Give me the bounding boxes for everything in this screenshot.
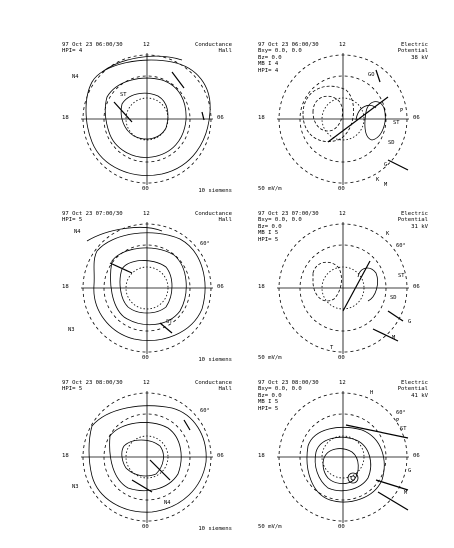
model-index: MB I 4	[258, 61, 279, 68]
mlt-label-top: 12	[143, 211, 150, 217]
panel-quantity-type: Hall	[218, 217, 232, 224]
panel-hpi: HPI= 5	[258, 236, 279, 243]
station-label: H	[370, 390, 374, 396]
station-label: N4	[74, 229, 81, 235]
potential-contour-dusk	[313, 96, 343, 131]
potential-panel-0700	[258, 211, 428, 363]
potential-minimum-core	[351, 476, 355, 480]
conductance-panel-0800	[62, 380, 232, 532]
panel-title: 97 Oct 23 08:00/30	[258, 380, 319, 386]
potential-panel-0800	[258, 380, 428, 532]
station-label: ST	[120, 92, 127, 98]
mlt-label-right: 06	[217, 115, 224, 121]
scale-label: 10 siemens	[198, 526, 232, 532]
potential-contour-dusk-outer	[303, 86, 354, 141]
mlt-label-left: 18	[258, 284, 265, 290]
mlt-label-top: 12	[339, 380, 346, 386]
conductance-panel-0700	[62, 211, 232, 363]
mlt-label-top: 12	[339, 211, 346, 217]
imf-bz: Bz= 0.0	[258, 54, 282, 61]
latitude-label: 60°	[200, 241, 210, 247]
panel-quantity: Conductance	[194, 211, 232, 217]
station-label: N4	[72, 74, 79, 80]
station-label: P	[396, 418, 400, 424]
mlt-label-bottom: 00	[338, 524, 345, 530]
mlt-label-right: 06	[413, 115, 420, 121]
radar-beam-c	[388, 311, 403, 321]
mlt-label-left: 18	[62, 453, 69, 459]
radar-beam-a	[343, 261, 370, 311]
panel-quantity-type: Hall	[218, 48, 232, 55]
station-label: N4	[164, 500, 171, 506]
imf-bz: Bz= 0.0	[258, 392, 282, 399]
panel-hpi: HPI= 5	[258, 405, 279, 412]
mlt-label-top: 12	[143, 380, 150, 386]
panel-quantity: Conductance	[194, 380, 232, 386]
latitude-label: 60°	[200, 408, 210, 414]
latitude-label: 60°	[396, 243, 406, 249]
potential-minimum-marker	[348, 473, 358, 483]
station-label: G	[408, 468, 412, 474]
radar-beam-a	[328, 97, 388, 142]
polar-plot	[258, 380, 428, 532]
station-label: ST	[166, 319, 173, 325]
mlt-label-bottom: 00	[142, 524, 149, 530]
conductance-panel-0600	[62, 42, 232, 194]
model-index: MB I 5	[258, 399, 279, 406]
mlt-label-left: 18	[258, 115, 265, 121]
station-label: ST	[398, 273, 405, 279]
station-label: N3	[68, 327, 75, 333]
station-label: M	[384, 182, 388, 188]
mlt-label-right: 06	[217, 284, 224, 290]
station-label: G	[384, 162, 388, 168]
radar-beam-a	[150, 460, 170, 480]
station-label: P	[400, 108, 404, 114]
radar-beam-c	[184, 420, 190, 430]
radar-beam-b	[376, 480, 408, 490]
scale-label: 10 siemens	[198, 357, 232, 363]
panel-title: 97 Oct 23 08:00/30	[62, 380, 123, 386]
mlt-label-right: 06	[413, 453, 420, 459]
contour-middle	[110, 422, 182, 490]
mlt-label-right: 06	[217, 453, 224, 459]
latitude-label: 60°	[396, 410, 406, 416]
panel-hpi: HPI= 5	[62, 386, 83, 393]
contour-inner	[121, 93, 168, 139]
mlt-label-bottom: 00	[338, 186, 345, 192]
panel-quantity: Electric	[401, 380, 428, 386]
panel-hpi: HPI= 4	[62, 48, 83, 55]
scale-label: 50 mV/m	[258, 524, 282, 530]
station-label: K	[386, 231, 390, 237]
mlt-label-top: 12	[143, 42, 150, 48]
panel-title: 97 Oct 23 07:00/30	[62, 211, 123, 217]
mlt-label-right: 06	[413, 284, 420, 290]
station-label: M	[392, 335, 396, 341]
panel-quantity: Electric	[401, 42, 428, 48]
polar-plot	[62, 380, 232, 532]
station-label: SD	[390, 295, 397, 301]
mlt-label-bottom: 00	[142, 355, 149, 361]
potential-drop: 31 kV	[411, 223, 428, 230]
station-label: GO	[368, 72, 375, 78]
contour-inner	[122, 440, 164, 476]
potential-drop: 38 kV	[411, 54, 428, 61]
station-label: SD	[388, 140, 395, 146]
station-label: T	[330, 345, 334, 351]
station-label: K	[376, 177, 380, 183]
potential-drop: 41 kV	[411, 392, 428, 399]
potential-contour-3	[323, 449, 358, 484]
imf-bxy: Bxy= 0.0, 0.0	[258, 217, 302, 224]
panel-quantity: Conductance	[194, 42, 232, 48]
panel-title: 97 Oct 23 07:00/30	[258, 211, 319, 217]
mlt-label-left: 18	[62, 284, 69, 290]
panel-quantity-type: Potential	[397, 217, 428, 224]
panel-quantity-type: Potential	[397, 386, 428, 393]
potential-panel-0600	[258, 42, 428, 194]
mlt-label-bottom: 00	[142, 186, 149, 192]
radar-beam-b	[376, 70, 380, 82]
radar-beam-c	[388, 160, 408, 170]
scale-label: 50 mV/m	[258, 186, 282, 192]
station-label: N3	[72, 484, 79, 490]
mlt-label-top: 12	[339, 42, 346, 48]
panel-title: 97 Oct 23 06:00/30	[258, 42, 319, 48]
station-label: ST	[393, 120, 400, 126]
mlt-label-left: 18	[258, 453, 265, 459]
scale-label: 50 mV/m	[258, 355, 282, 361]
polar-plot	[258, 211, 428, 363]
panel-quantity-type: Potential	[397, 48, 428, 55]
imf-bxy: Bxy= 0.0, 0.0	[258, 48, 302, 55]
panel-title: 97 Oct 23 06:00/30	[62, 42, 123, 48]
potential-contour-dawn	[358, 268, 378, 301]
station-label: G	[408, 319, 412, 325]
polar-plot	[62, 211, 232, 363]
panel-quantity: Electric	[401, 211, 428, 217]
scale-label: 10 siemens	[198, 188, 232, 194]
radar-beam-b	[172, 72, 184, 88]
contour-middle	[105, 78, 186, 157]
contour-outer	[86, 60, 210, 175]
polar-plot	[258, 42, 428, 194]
station-label: ST	[400, 426, 407, 432]
polar-plot	[62, 42, 232, 194]
mlt-label-bottom: 00	[338, 355, 345, 361]
model-index: MB I 5	[258, 230, 279, 237]
imf-bz: Bz= 0.0	[258, 223, 282, 230]
radar-beam-a	[346, 425, 408, 438]
panel-hpi: HPI= 5	[62, 217, 83, 224]
mlt-label-left: 18	[62, 115, 69, 121]
imf-bxy: Bxy= 0.0, 0.0	[258, 386, 302, 393]
station-label: M	[404, 490, 408, 496]
panel-quantity-type: Hall	[218, 386, 232, 393]
panel-hpi: HPI= 4	[258, 67, 279, 74]
contour-top-fragment	[87, 227, 162, 241]
contour-inner	[120, 260, 172, 313]
contour-outer	[89, 406, 206, 512]
